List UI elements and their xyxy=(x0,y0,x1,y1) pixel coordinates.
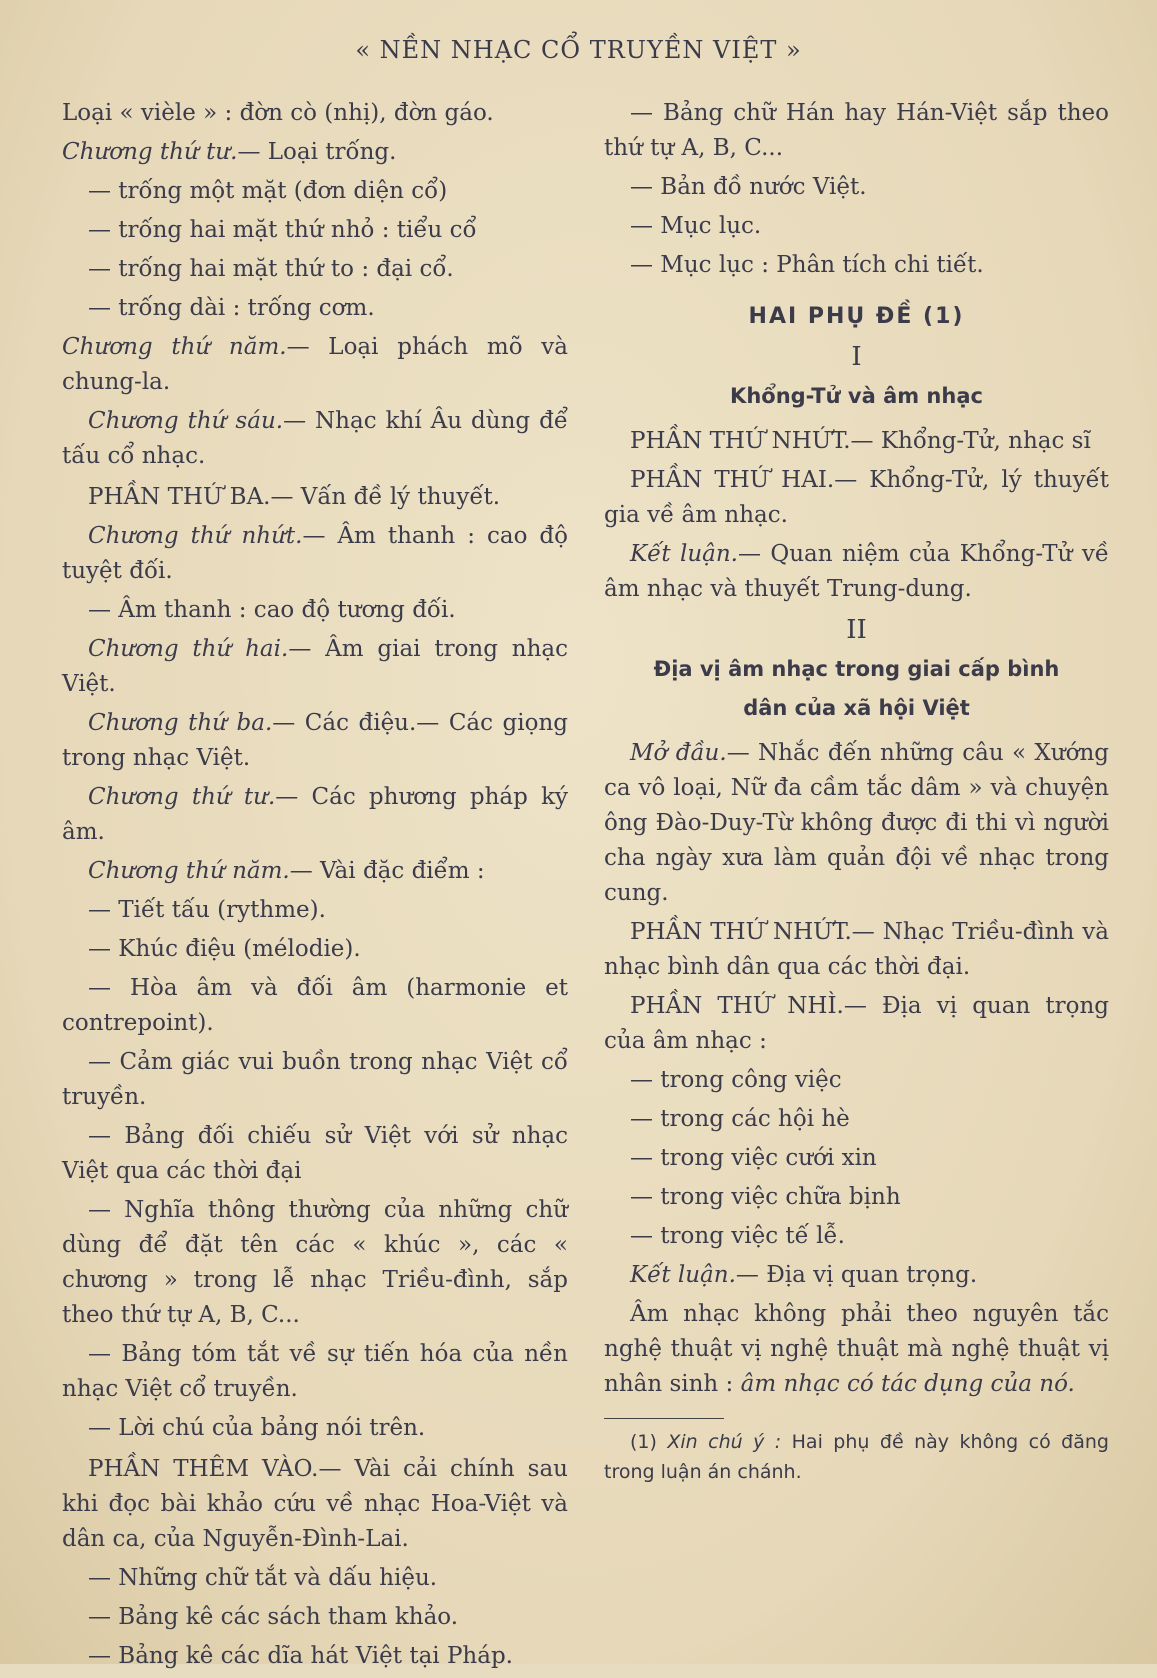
paragraph-text: Âm nhạc không phải theo nguyên tắc nghệ thuật vị nghệ thuật mà nghệ thuật vị nhân sinh : xyxy=(604,1301,1109,1397)
chapter-text: — Âm thanh : cao độ tuyệt đối. xyxy=(62,523,568,584)
list-item: — Hòa âm và đối âm (harmonie et contrepoint). xyxy=(62,975,568,1036)
list-item: — trống hai mặt thứ nhỏ : tiểu cổ xyxy=(88,217,477,243)
chapter-label: Chương thứ tư. xyxy=(88,784,276,810)
chapter-label: Chương thứ sáu. xyxy=(88,408,284,434)
part-heading: PHẦN THỨ NHỨT.— Khổng-Tử, nhạc sĩ xyxy=(630,428,1091,454)
chapter-label: Chương thứ tư. xyxy=(62,139,238,165)
chapter-text: — Loại trống. xyxy=(237,139,397,165)
list-item: — Nghĩa thông thường của những chữ dùng để đặt tên các « khúc », các « chương » trong lễ nhạc Triều-đình, sắp theo thứ tự A, B, C... xyxy=(62,1197,568,1328)
part-heading: PHẦN THÊM VÀO.— Vài cải chính sau khi đọc bài khảo cứu về nhạc Hoa-Việt và dân ca, của Nguyễn-Đình-Lai. xyxy=(62,1456,568,1552)
list-item: — Tiết tấu (rythme). xyxy=(88,897,326,923)
subsection-title: Địa vị âm nhạc trong giai cấp bình xyxy=(653,657,1060,681)
list-item: — trong công việc xyxy=(630,1067,842,1093)
list-item: — Những chữ tắt và dấu hiệu. xyxy=(88,1565,438,1591)
chapter-text: — Nhạc khí Âu dùng để tấu cổ nhạc. xyxy=(62,408,568,469)
left-column xyxy=(62,96,568,1678)
chapter-text: — Vài đặc điểm : xyxy=(289,858,485,884)
list-item: — Bảng đối chiếu sử Việt với sử nhạc Việt qua các thời đại xyxy=(62,1123,568,1184)
intro-label: Mở đầu. xyxy=(630,740,727,766)
list-item: — Mục lục : Phân tích chi tiết. xyxy=(630,252,984,278)
list-item: — trống hai mặt thứ to : đại cổ. xyxy=(88,256,454,282)
chapter-text: — Các điệu.— Các giọng trong nhạc Việt. xyxy=(62,710,568,771)
chapter-label: Chương thứ ba. xyxy=(88,710,273,736)
list-item: — Bản đồ nước Việt. xyxy=(630,174,867,200)
list-item: — trong các hội hè xyxy=(630,1106,850,1132)
footnote-number: (1) xyxy=(630,1431,668,1453)
list-item: — trong việc cưới xin xyxy=(630,1145,877,1171)
chapter-label: Chương thứ nhứt. xyxy=(88,523,303,549)
right-column xyxy=(604,96,1109,1491)
chapter-text: — Âm giai trong nhạc Việt. xyxy=(62,636,568,697)
footnote-note-label: Xin chú ý : xyxy=(667,1431,782,1453)
section-title: HAI PHỤ ĐỀ (1) xyxy=(748,304,965,329)
part-heading: PHẦN THỨ HAI.— Khổng-Tử, lý thuyết gia về âm nhạc. xyxy=(604,467,1109,528)
roman-numeral: II xyxy=(846,615,867,645)
footnote-text: Hai phụ đề này không có đăng trong luận án chánh. xyxy=(604,1431,1109,1483)
list-item: — Bảng tóm tắt về sự tiến hóa của nền nhạc Việt cổ truyền. xyxy=(62,1341,568,1402)
conclusion-label: Kết luận. xyxy=(630,541,738,567)
list-item: — trống một mặt (đơn diện cổ) xyxy=(88,178,448,204)
list-item: — trong việc tế lễ. xyxy=(630,1223,845,1249)
chapter-text: — Loại phách mõ và chung-la. xyxy=(62,334,568,395)
paragraph-emphasis: âm nhạc có tác dụng của nó. xyxy=(740,1371,1075,1397)
list-item: — Bảng kê các sách tham khảo. xyxy=(88,1604,459,1630)
chapter-label: Chương thứ năm. xyxy=(62,334,287,360)
part-heading: PHẦN THỨ NHÌ.— Địa vị quan trọng của âm nhạc : xyxy=(604,993,1109,1054)
list-item: — Bảng chữ Hán hay Hán-Việt sắp theo thứ tự A, B, C... xyxy=(604,100,1109,161)
footnote-rule xyxy=(604,1418,724,1419)
chapter-label: Chương thứ hai. xyxy=(88,636,289,662)
list-item: — Khúc điệu (mélodie). xyxy=(88,936,361,962)
footnote xyxy=(604,1427,1109,1487)
list-item: — trống dài : trống cơm. xyxy=(88,295,375,321)
list-item: — Bảng kê các dĩa hát Việt tại Pháp. xyxy=(88,1643,513,1669)
list-item: — Mục lục. xyxy=(630,213,762,239)
conclusion-text: — Địa vị quan trọng. xyxy=(735,1262,978,1288)
chapter-label: Chương thứ năm. xyxy=(88,858,290,884)
part-heading: PHẦN THỨ BA.— Vấn đề lý thuyết. xyxy=(88,484,501,510)
list-item: — trong việc chữa bịnh xyxy=(630,1184,901,1210)
conclusion-text: — Quan niệm của Khổng-Tử về âm nhạc và thuyết Trung-dung. xyxy=(604,541,1109,602)
intro-text: — Nhắc đến những câu « Xướng ca vô loại, Nữ đa cầm tắc dâm » và chuyện ông Đào-Duy-Từ không được đi thi vì người cha ngày xưa làm quản đội về nhạc trong cung. xyxy=(604,740,1109,906)
subsection-title: Khổng-Tử và âm nhạc xyxy=(730,384,983,408)
roman-numeral: I xyxy=(851,342,862,372)
part-heading: PHẦN THỨ NHỨT.— Nhạc Triều-đình và nhạc bình dân qua các thời đại. xyxy=(604,919,1109,980)
subsection-title: dân của xã hội Việt xyxy=(743,696,970,720)
text-line: Loại « vièle » : đờn cò (nhị), đờn gáo. xyxy=(62,100,494,126)
conclusion-label: Kết luận. xyxy=(630,1262,736,1288)
list-item: — Âm thanh : cao độ tương đối. xyxy=(88,597,456,623)
list-item: — Lời chú của bảng nói trên. xyxy=(88,1415,426,1441)
running-header: « NỀN NHẠC CỔ TRUYỀN VIỆT » xyxy=(355,36,802,64)
list-item: — Cảm giác vui buồn trong nhạc Việt cổ truyền. xyxy=(62,1049,568,1110)
chapter-text: — Các phương pháp ký âm. xyxy=(62,784,569,845)
